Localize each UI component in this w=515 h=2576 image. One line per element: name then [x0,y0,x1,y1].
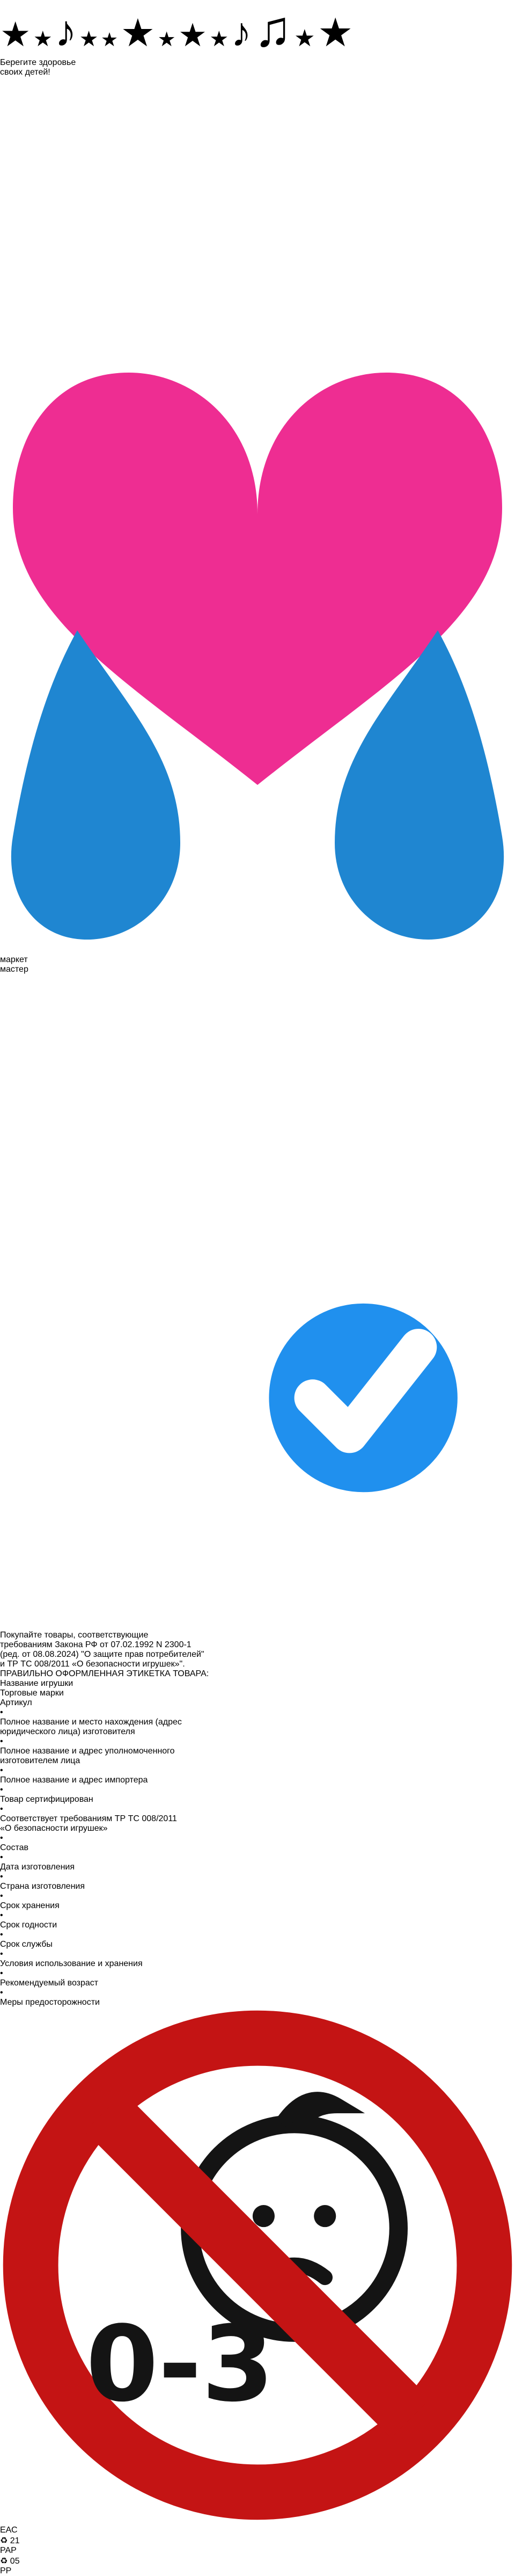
label-item-text: Срок годности [0,1920,57,1930]
label-items [0,1708,515,2007]
star-icon: ★ [100,28,119,50]
label-item [0,1708,515,1737]
label-item [0,1804,515,1833]
label-item-text: Полное название и место нахождения (адрес [0,1718,182,1727]
label-item [0,1911,515,1930]
label-item [0,1785,515,1804]
label-item [0,1853,515,1872]
label-item-text: Срок службы [0,1940,53,1949]
music-note-icon: ♪ [55,7,77,56]
star-icon: ★ [209,27,229,51]
star-icon: ★ [33,27,53,51]
star-icon: ★ [0,15,31,54]
law-note-line: (ред. от 08.08.2024) "О защите прав потребителей" [0,1650,204,1660]
label-item-text: Полное название и адрес импортера [0,1775,148,1785]
recycle-material: PAP [0,2546,17,2556]
logo-cloud-shape [0,77,515,293]
label-item [0,1969,515,1988]
label-item-text: Состав [0,1843,28,1853]
recycle-material: PP [0,2566,12,2576]
label-item-text: «О безопасности игрушек» [0,1824,108,1833]
page-title-line2: своих детей! [0,68,50,77]
law-note-section [0,974,515,1669]
recycling-mark-pp [0,2556,515,2576]
label-item-text: Срок хранения [0,1901,60,1911]
page-title [0,58,515,77]
bullet-dot-icon: • [0,1911,3,1920]
bullet-dot-icon: • [0,1833,3,1843]
bullet-dot-icon: • [0,1969,3,1978]
label-item [0,1766,515,1785]
label-field-text: Торговые марки [0,1689,64,1698]
recycling-mark-pap [0,2535,515,2556]
label-item [0,1949,515,1969]
label-field [0,1679,515,1689]
label-item [0,1737,515,1766]
label-item [0,1891,515,1911]
bullet-dot-icon: • [0,1891,3,1901]
certified-document-icon [0,974,515,1628]
label-item-text: Полное название и адрес уполномоченного [0,1747,175,1756]
label-item-text: Рекомендуемый возраст [0,1978,99,1988]
law-note-line: Покупайте товары, соответствующие [0,1631,149,1640]
star-icon: ★ [120,12,156,55]
label-item-text: юридического лица) изготовителя [0,1727,135,1737]
age-warning-0-3-icon [0,2007,515,2523]
label-item [0,1930,515,1949]
law-note-line: требованиям Закона РФ от 07.02.1992 N 2300-1 [0,1640,192,1650]
label-item-text: Условия использование и хранения [0,1959,143,1969]
label-item-text: Дата изготовления [0,1862,75,1872]
recycle-triangle-icon: ♻ [0,2557,8,2566]
label-field-text: Артикул [0,1698,32,1708]
label-item-text: изготовителем лица [0,1756,80,1766]
section-banner-text: ПРАВИЛЬНО ОФОРМЛЕННАЯ ЭТИКЕТКА ТОВАРА: [0,1669,209,1679]
bullet-dot-icon: • [0,1988,3,1998]
brand-logo-icon [0,295,515,952]
law-note-line: и ТР ТС 008/2011 «О безопасности игрушек»". [0,1660,185,1669]
law-note-text [0,1631,515,1669]
brand-word-1: маркет [0,955,28,964]
page-title-line1: Берегите здоровье [0,58,76,67]
bullet-dot-icon: • [0,1804,3,1814]
music-note-icon: ♫ [254,1,292,57]
bullet-dot-icon: • [0,1872,3,1882]
label-fields [0,1679,515,1708]
star-icon: ★ [318,10,354,55]
label-field [0,1698,515,1708]
label-item [0,1872,515,1891]
label-item [0,1988,515,2007]
brand-word-2: мастер [0,965,28,974]
bullet-dot-icon: • [0,1930,3,1940]
recycle-code: 21 [10,2536,20,2546]
bullet-dot-icon: • [0,1766,3,1775]
label-card [0,1679,515,2576]
label-item-text: Товар сертифицирован [0,1795,93,1804]
bullet-dot-icon: • [0,1949,3,1959]
eac-mark: ЕАС [0,2526,18,2535]
recycle-code: 05 [10,2557,20,2566]
star-icon: ★ [79,27,99,51]
bullet-dot-icon: • [0,1708,3,1718]
label-item-text: Соответствует требованиям ТР ТС 008/2011 [0,1814,177,1824]
music-note-icon: ♪ [231,10,252,55]
label-item-text: Страна изготовления [0,1882,85,1891]
recycle-triangle-icon: ♻ [0,2536,8,2546]
brand-logo-text [0,955,515,974]
label-field [0,1689,515,1698]
star-icon: ★ [294,25,315,52]
label-item [0,1833,515,1853]
star-icon: ★ [178,17,207,53]
bullet-dot-icon: • [0,1737,3,1747]
bullet-dot-icon: • [0,1785,3,1795]
section-banner [0,1669,515,1679]
label-marks-row [0,2007,515,2576]
age-warning-text: 0-3 [86,2303,274,2425]
bullet-dot-icon: • [0,1853,3,1862]
label-field-text: Название игрушки [0,1679,73,1689]
label-item-text: Меры предосторожности [0,1998,100,2007]
star-icon: ★ [157,28,176,51]
